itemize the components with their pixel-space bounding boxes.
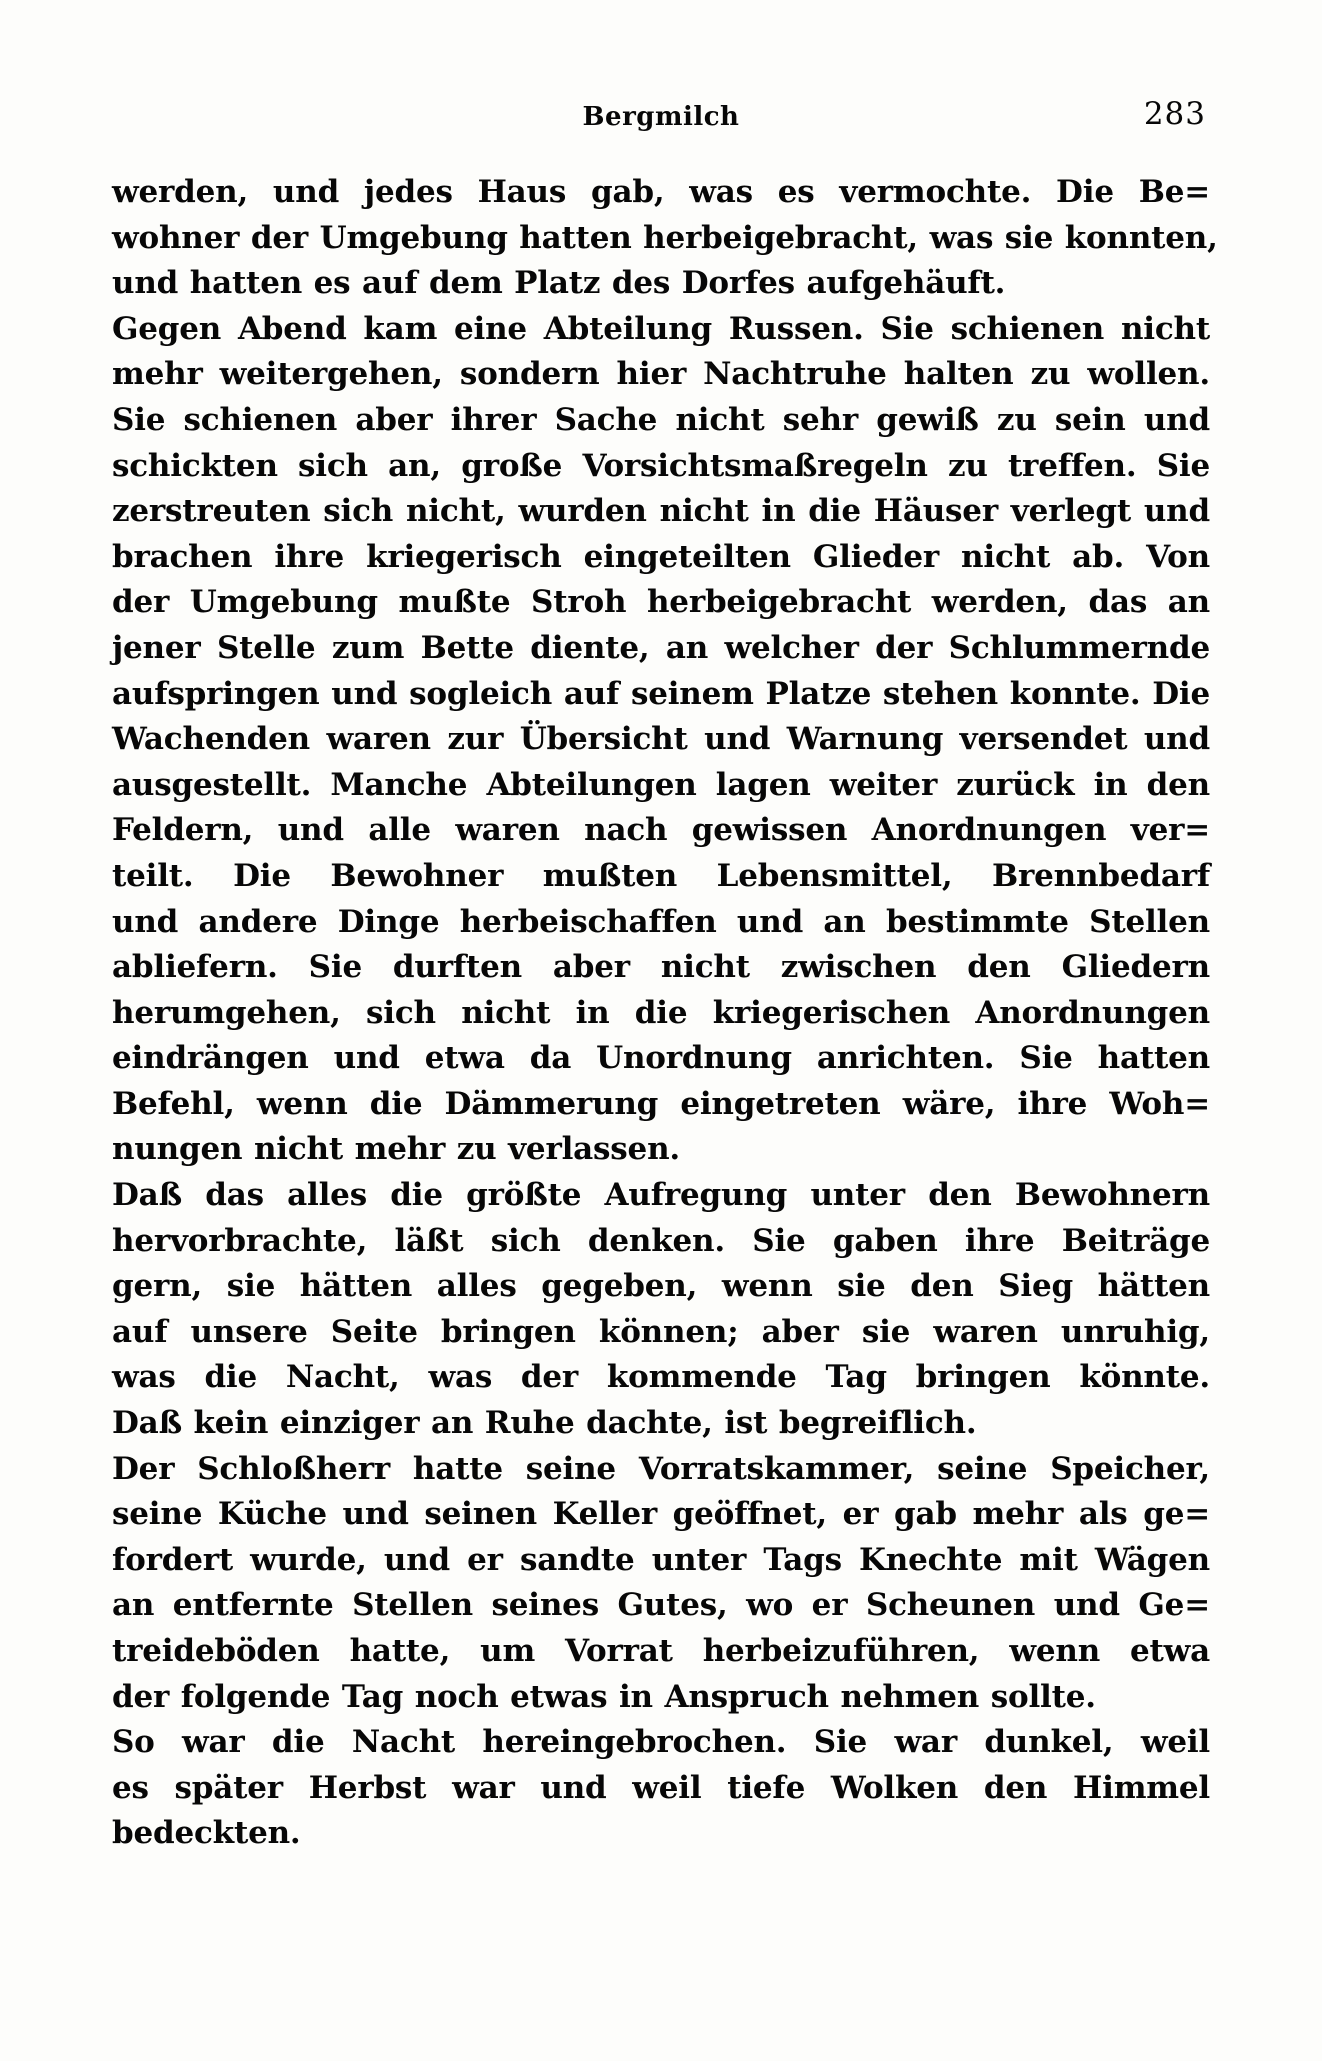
text-line: Wachenden waren zur Übersicht und Warnung versendet und (112, 721, 1210, 758)
text-line: an entfernte Stellen seines Gutes, wo er Scheunen und Ge= (112, 1587, 1210, 1624)
text-line: was die Nacht, was der kommende Tag bringen könnte. (112, 1359, 1210, 1396)
text-line: eindrängen und etwa da Unordnung anrichten. Sie hatten (112, 1040, 1210, 1077)
text-block (112, 170, 1218, 1857)
text-line: hervorbrachte, läßt sich denken. Sie gaben ihre Beiträge (112, 1222, 1210, 1259)
text-line: Feldern, und alle waren nach gewissen Anordnungen ver= (112, 812, 1210, 849)
running-title: Bergmilch (582, 102, 740, 132)
text-line: der folgende Tag noch etwas in Anspruch nehmen sollte. (112, 1678, 1096, 1715)
text-line: gern, sie hätten alles gegeben, wenn sie den Sieg hätten (112, 1268, 1210, 1305)
text-line: teilt. Die Bewohner mußten Lebensmittel, Brennbedarf (112, 857, 1210, 894)
text-line: der Umgebung mußte Stroh herbeigebracht werden, das an (112, 584, 1210, 621)
text-line: wohner der Umgebung hatten herbeigebracht, was sie konnten, (112, 219, 1218, 256)
text-line: schickten sich an, große Vorsichtsmaßregeln zu treffen. Sie (112, 447, 1210, 484)
text-line: So war die Nacht hereingebrochen. Sie war dunkel, weil (112, 1724, 1210, 1761)
page-number: 283 (1143, 96, 1206, 132)
text-line: bedeckten. (112, 1815, 301, 1852)
text-line: es später Herbst war und weil tiefe Wolken den Himmel (112, 1769, 1210, 1806)
text-line: fordert wurde, und er sandte unter Tags Knechte mit Wägen (112, 1541, 1210, 1578)
text-line: und hatten es auf dem Platz des Dorfes aufgehäuft. (112, 265, 1006, 302)
text-line: auf unsere Seite bringen können; aber sie waren unruhig, (112, 1313, 1210, 1350)
text-line: Daß das alles die größte Aufregung unter den Bewohnern (112, 1177, 1210, 1214)
text-line: zerstreuten sich nicht, wurden nicht in die Häuser verlegt und (112, 493, 1210, 530)
text-line: treideböden hatte, um Vorrat herbeizuführen, wenn etwa (112, 1633, 1210, 1669)
text-line: mehr weitergehen, sondern hier Nachtruhe halten zu wollen. (112, 356, 1210, 393)
text-line: aufspringen und sogleich auf seinem Platze stehen konnte. Die (112, 675, 1210, 712)
text-line: nungen nicht mehr zu verlassen. (112, 1131, 681, 1168)
text-line: und andere Dinge herbeischaffen und an bestimmte Stellen (112, 903, 1210, 940)
text-line: werden, und jedes Haus gab, was es vermochte. Die Be= (112, 174, 1210, 210)
text-line: Der Schloßherr hatte seine Vorratskammer, seine Speicher, (112, 1450, 1210, 1487)
text-line: brachen ihre kriegerisch eingeteilten Glieder nicht ab. Von (112, 538, 1210, 575)
page-header (112, 94, 1210, 142)
text-line: Daß kein einziger an Ruhe dachte, ist begreiflich. (112, 1405, 977, 1442)
text-line: seine Küche und seinen Keller geöffnet, er gab mehr als ge= (112, 1496, 1210, 1533)
text-line: Sie schienen aber ihrer Sache nicht sehr gewiß zu sein und (112, 401, 1210, 438)
text-line: herumgehen, sich nicht in die kriegerischen Anordnungen (112, 994, 1210, 1031)
text-line: Gegen Abend kam eine Abteilung Russen. Sie schienen nicht (112, 310, 1210, 347)
text-line: jener Stelle zum Bette diente, an welcher der Schlummernde (112, 629, 1210, 666)
text-line: abliefern. Sie durften aber nicht zwischen den Gliedern (112, 949, 1210, 986)
text-line: Befehl, wenn die Dämmerung eingetreten wäre, ihre Woh= (112, 1085, 1210, 1122)
text-line: ausgestellt. Manche Abteilungen lagen weiter zurück in den (112, 766, 1210, 803)
